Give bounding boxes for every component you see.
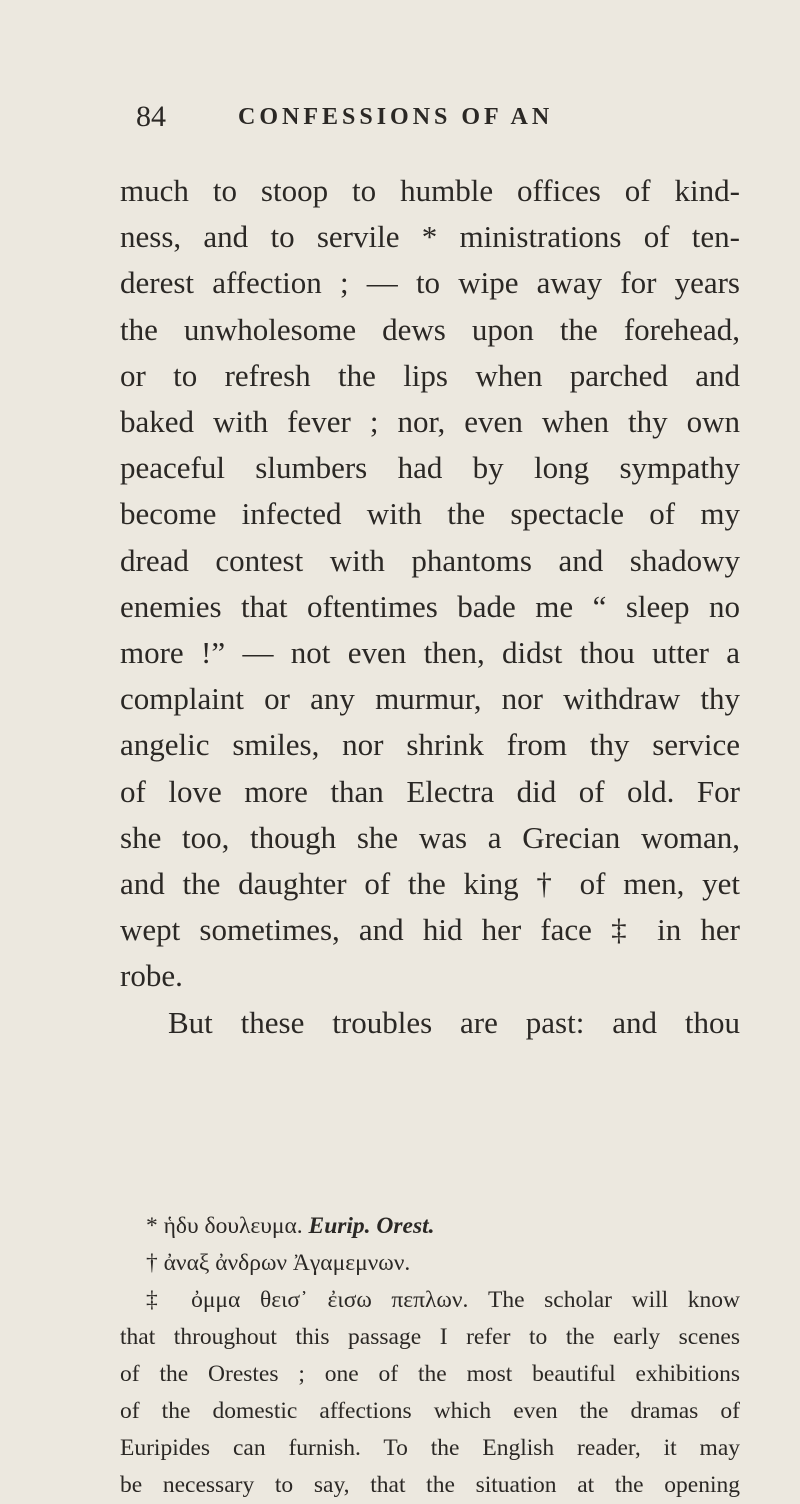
text-line: the unwholesome dews upon the forehead, bbox=[120, 311, 740, 347]
text-line: angelic smiles, nor shrink from thy service bbox=[120, 727, 740, 763]
text-line: complaint or any murmur, nor withdraw thy bbox=[120, 681, 740, 717]
body-text bbox=[120, 168, 740, 1046]
text-line: baked with fever ; nor, even when thy own bbox=[120, 404, 740, 440]
text-line: But these troubles are past: and thou bbox=[168, 1004, 740, 1040]
footnote-1 bbox=[120, 1208, 740, 1245]
text-line: and the daughter of the king † of men, yet bbox=[120, 866, 740, 902]
text-line: or to refresh the lips when parched and bbox=[120, 357, 740, 393]
text-line: robe. bbox=[120, 958, 183, 994]
footnote-1-source: Eurip. Orest. bbox=[308, 1213, 435, 1239]
running-head: CONFESSIONS OF AN bbox=[238, 104, 554, 130]
text-line: dread contest with phantoms and shadowy bbox=[120, 542, 740, 578]
page-number: 84 bbox=[136, 100, 166, 133]
text-line: of love more than Electra did of old. For bbox=[120, 773, 740, 809]
footnote-1-greek: * ἡδυ δουλευμα. bbox=[146, 1213, 303, 1239]
text-line: more !” — not even then, didst thou utter a bbox=[120, 635, 740, 671]
text-line: enemies that oftentimes bade me “ sleep no bbox=[120, 588, 740, 624]
footnote-3-line: of the Orestes ; one of the most beautiful exhibitions bbox=[120, 1361, 740, 1387]
footnote-3-line: Euripides can furnish. To the English reader, it may bbox=[120, 1435, 740, 1461]
text-line: wept sometimes, and hid her face ‡ in her bbox=[120, 912, 740, 948]
text-line: become infected with the spectacle of my bbox=[120, 496, 740, 532]
text-line: peaceful slumbers had by long sympathy bbox=[120, 450, 740, 486]
page-header bbox=[136, 100, 736, 140]
text-line: she too, though she was a Grecian woman, bbox=[120, 819, 740, 855]
footnote-3-line: that throughout this passage I refer to the early scenes bbox=[120, 1324, 740, 1350]
footnote-3-line: be necessary to say, that the situation at the opening bbox=[120, 1472, 740, 1498]
text-line: derest affection ; — to wipe away for years bbox=[120, 265, 740, 301]
text-line: much to stoop to humble offices of kind- bbox=[120, 173, 740, 208]
footnote-3-line: ‡ ὀμμα θεισ᾽ ἐισω πεπλων. The scholar will know bbox=[146, 1287, 740, 1313]
footnotes bbox=[120, 1208, 740, 1504]
text-line: ness, and to servile * ministrations of ten- bbox=[120, 219, 740, 255]
footnote-3-line: of the domestic affections which even the dramas of bbox=[120, 1398, 740, 1424]
footnote-2: † ἀναξ ἀνδρων Ἀγαμεμνων. bbox=[146, 1250, 411, 1276]
